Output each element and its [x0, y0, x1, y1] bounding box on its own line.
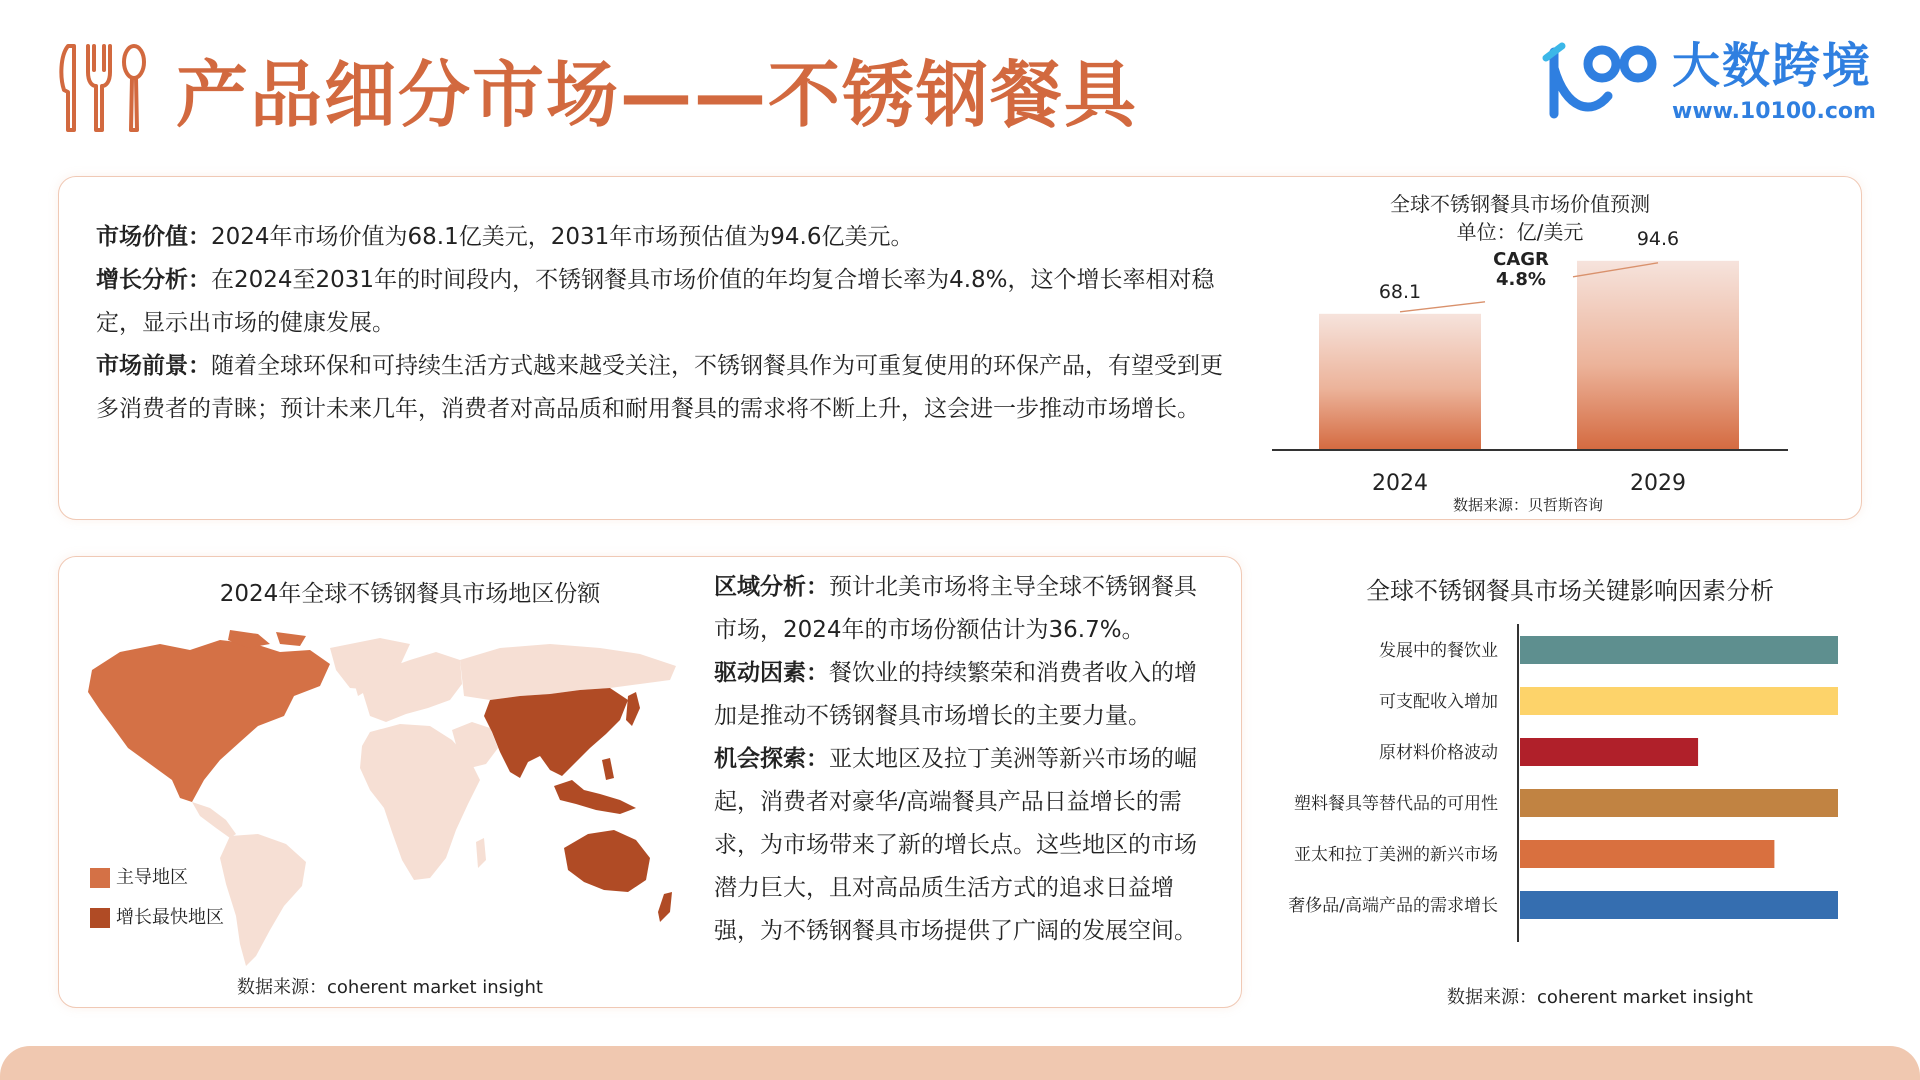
factor-label: 亚太和拉丁美洲的新兴市场 — [1294, 845, 1498, 865]
factor-label: 发展中的餐饮业 — [1379, 641, 1498, 661]
paragraph-label: 区域分析： — [714, 574, 829, 600]
paragraph-label: 市场价值： — [96, 224, 211, 250]
factor-bar — [1520, 687, 1838, 715]
bar-2029 — [1577, 261, 1739, 450]
region-paragraph — [714, 566, 1214, 652]
paragraph-text: 2024年市场价值为68.1亿美元，2031年市场预估值为94.6亿美元。 — [211, 224, 914, 250]
factor-bar — [1520, 891, 1838, 919]
legend-label: 增长最快地区 — [116, 907, 224, 928]
factor-bar — [1520, 636, 1838, 664]
cagr-line — [1400, 302, 1485, 312]
factor-bar — [1520, 738, 1698, 766]
chart-title: 全球不锈钢餐具市场价值预测 — [1390, 192, 1650, 216]
factor-bar — [1520, 840, 1774, 868]
brand-name: 大数跨境 — [1672, 38, 1873, 94]
forecast-chart — [1260, 186, 1820, 516]
overview-text — [96, 216, 1236, 431]
factor-label: 塑料餐具等替代品的可用性 — [1294, 794, 1498, 814]
map-madagascar — [476, 838, 486, 868]
paragraph-label: 市场前景： — [96, 353, 211, 379]
forecast-chart-svg — [1260, 186, 1820, 516]
brand — [1540, 36, 1880, 136]
overview-paragraph — [96, 345, 1236, 431]
paragraph-text: 预计北美市场将主导全球不锈钢餐具市场，2024年的市场份额估计为36.7%。 — [714, 574, 1197, 643]
map-north-america — [88, 640, 330, 802]
legend-swatch — [90, 868, 110, 888]
paragraph-text: 亚太地区及拉丁美洲等新兴市场的崛起，消费者对豪华/高端餐具产品日益增长的需求，为市场带来了新的增长点。这些地区的市场潜力巨大，且对高品质生活方式的追求日益增强，为不锈钢餐具市场提供了广阔的发展空间。 — [714, 746, 1197, 944]
map-japan — [626, 692, 640, 726]
cagr-value: 4.8% — [1496, 268, 1546, 290]
map-south-america — [220, 834, 306, 966]
category-label: 2029 — [1630, 471, 1686, 496]
bar-value-label: 68.1 — [1378, 280, 1422, 303]
factors-source: 数据来源：coherent market insight — [1447, 987, 1753, 1008]
paragraph-label: 增长分析： — [96, 267, 211, 293]
legend-label: 主导地区 — [116, 867, 188, 888]
map-new-zealand — [658, 892, 672, 922]
region-paragraph — [714, 738, 1214, 953]
chart-title: 全球不锈钢餐具市场关键影响因素分析 — [1366, 577, 1774, 605]
chart-subtitle: 单位：亿/美元 — [1456, 220, 1584, 244]
map-philippines — [602, 758, 614, 780]
factor-label: 奢侈品/高端产品的需求增长 — [1288, 896, 1498, 916]
brand-logo — [1540, 38, 1660, 124]
paragraph-text: 在2024至2031年的时间段内，不锈钢餐具市场价值的年均复合增长率为4.8%，这个增长率相对稳定，显示出市场的健康发展。 — [96, 267, 1215, 336]
paragraph-text: 餐饮业的持续繁荣和消费者收入的增加是推动不锈钢餐具市场增长的主要力量。 — [714, 660, 1197, 729]
region-text — [714, 566, 1214, 953]
category-label: 2024 — [1372, 471, 1428, 496]
paragraph-text: 随着全球环保和可持续生活方式越来越受关注，不锈钢餐具作为可重复使用的环保产品，有望受到更多消费者的青睐；预计未来几年，消费者对高品质和耐用餐具的需求将不断上升，这会进一步推动市场增长。 — [96, 353, 1223, 422]
map-north-asia — [460, 644, 676, 700]
paragraph-label: 机会探索： — [714, 746, 829, 772]
page-title: 产品细分市场——不锈钢餐具 — [176, 53, 1139, 137]
factors-chart — [1250, 566, 1890, 1016]
cagr-label: CAGR — [1493, 248, 1549, 270]
factor-label: 可支配收入增加 — [1379, 692, 1498, 712]
legend-swatch — [90, 908, 110, 928]
paragraph-label: 驱动因素： — [714, 660, 829, 686]
header — [0, 0, 1920, 150]
bar-2024 — [1319, 314, 1481, 450]
overview-paragraph — [96, 259, 1236, 345]
utensils-icon — [58, 42, 150, 134]
map-australia — [564, 830, 650, 892]
map-central-america — [192, 802, 236, 838]
brand-url[interactable]: www.10100.com — [1672, 99, 1876, 124]
chart-source: 数据来源：贝哲斯咨询 — [1452, 496, 1604, 514]
factor-bar — [1520, 789, 1838, 817]
legend-item-dominant — [90, 866, 188, 890]
bar-value-label: 94.6 — [1636, 227, 1680, 250]
footer-band — [0, 1046, 1920, 1080]
factor-label: 原材料价格波动 — [1379, 743, 1498, 763]
overview-paragraph — [96, 216, 1236, 259]
map-title: 2024年全球不锈钢餐具市场地区份额 — [219, 581, 601, 607]
map-southeast-asia — [554, 780, 636, 814]
factors-chart-svg — [1250, 616, 1890, 1016]
region-paragraph — [714, 652, 1214, 738]
legend-item-fastest — [90, 906, 224, 930]
map-source: 数据来源：coherent market insight — [237, 977, 543, 998]
